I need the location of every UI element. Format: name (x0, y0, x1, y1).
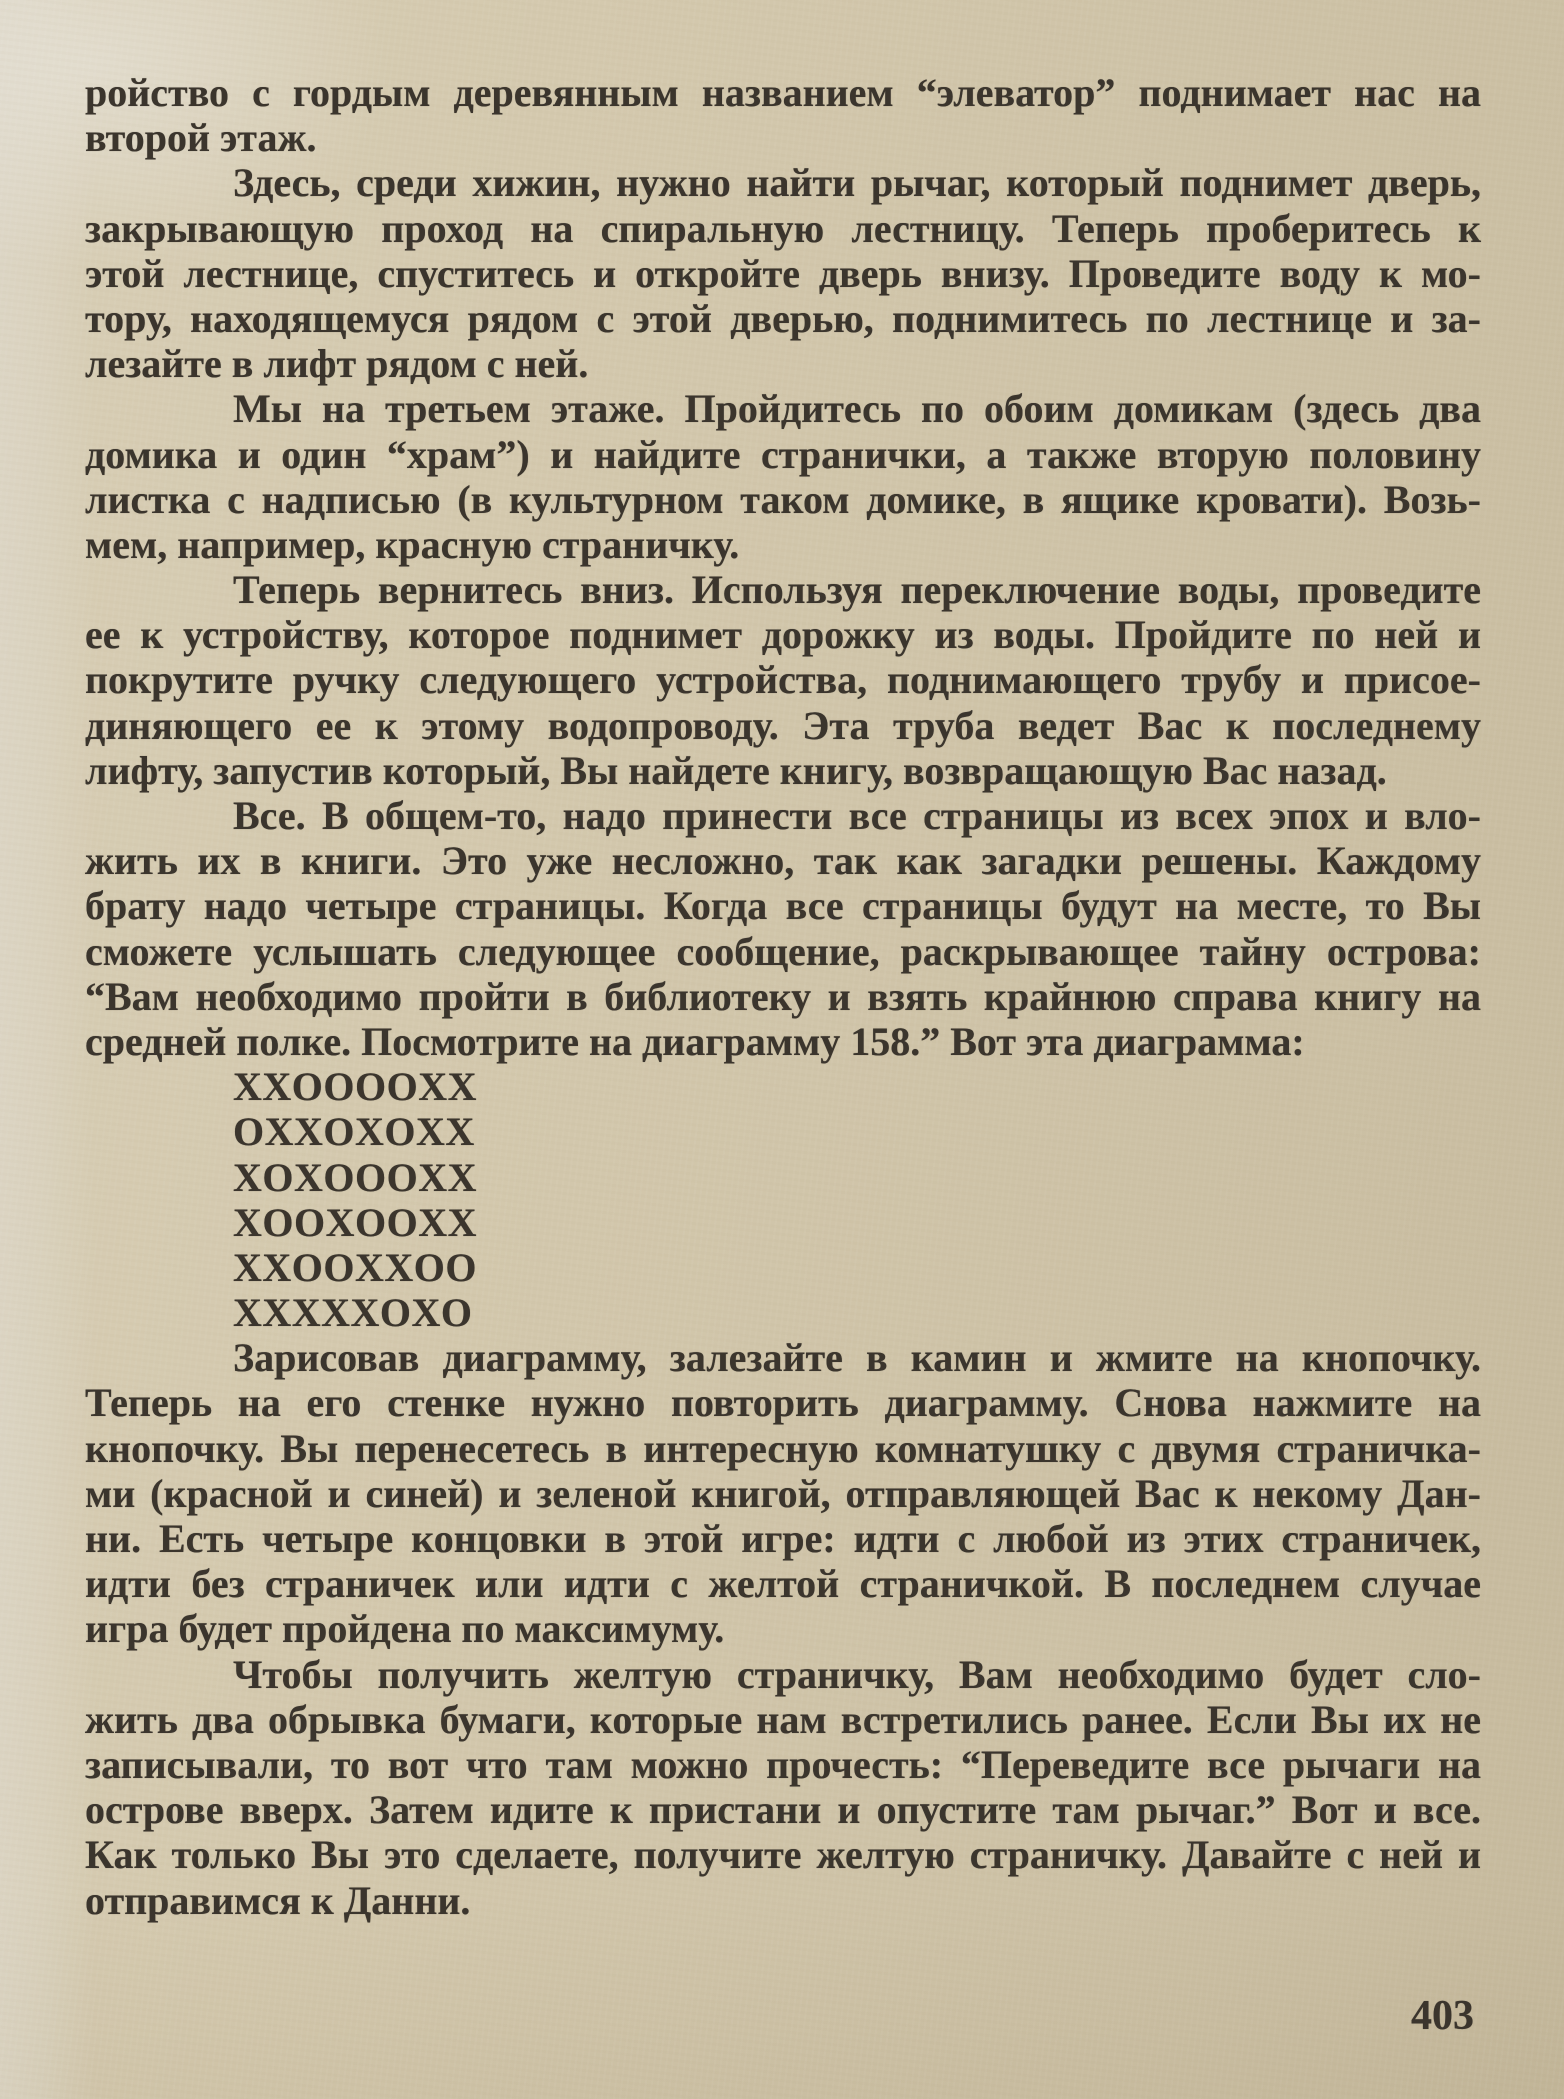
text-line: ройство с гордым деревянным названием “элеватор” поднимает нас на (85, 70, 1481, 115)
diagram-block (85, 1064, 1481, 1335)
text-line: тору, находящемуся рядом с этой дверью, поднимитесь по лестнице и за- (85, 295, 1481, 341)
text-line: Как только Вы это сделаете, получите желтую страничку. Давайте с ней и (85, 1832, 1481, 1878)
diagram-row: XXXXXOXO (233, 1290, 473, 1336)
text-line: Все. В общем-то, надо принести все страницы из всех эпох и вло- (233, 793, 1481, 838)
text-line: Зарисовав диаграмму, залезайте в камин и жмите на кнопочку. (233, 1335, 1481, 1381)
text-line: записывали, то вот что там можно прочесть: “Переведите все рычаги на (85, 1741, 1481, 1787)
page-number: 403 (1411, 1993, 1474, 2039)
text-line: идти без страничек или идти с желтой страничкой. В последнем случае (85, 1561, 1481, 1607)
text-line: Чтобы получить желтую страничку, Вам необходимо будет сло- (233, 1651, 1481, 1697)
text-line: средней полке. Посмотрите на диаграмму 158.” Вот эта диаграмма: (85, 1018, 1305, 1064)
text-block (85, 70, 1481, 1923)
text-line: острове вверх. Затем идите к пристани и опустите там рычаг.” Вот и все. (85, 1787, 1481, 1833)
paragraph (85, 1652, 1481, 1923)
paragraph (85, 1335, 1481, 1651)
paragraph (85, 386, 1481, 567)
text-line: кнопочку. Вы перенесетесь в интересную комнатушку с двумя страничка- (85, 1425, 1481, 1471)
text-line: листка с надписью (в культурном таком домике, в ящике кровати). Возь- (85, 476, 1481, 522)
text-line: “Вам необходимо пройти в библиотеку и взять крайнюю справа книгу на (85, 973, 1481, 1019)
text-line: Теперь на его стенке нужно повторить диаграмму. Снова нажмите на (85, 1380, 1481, 1426)
diagram-row: XOOXOOXX (233, 1199, 477, 1245)
text-line: игра будет пройдена по максимуму. (85, 1606, 725, 1652)
text-line: мем, например, красную страничку. (85, 521, 740, 567)
text-line: второй этаж. (85, 115, 317, 161)
text-line: Мы на третьем этаже. Пройдитесь по обоим домикам (здесь два (233, 386, 1481, 432)
text-line: диняющего ее к этому водопроводу. Эта труба ведет Вас к последнему (85, 702, 1481, 748)
text-line: ее к устройству, которое поднимет дорожку из воды. Пройдите по ней и (85, 612, 1481, 658)
diagram-row: XOXOOOXX (233, 1154, 477, 1200)
diagram-row: XXOOXXOO (233, 1244, 477, 1290)
text-line: отправимся к Данни. (85, 1877, 471, 1923)
text-line: сможете услышать следующее сообщение, раскрывающее тайну острова: (85, 928, 1481, 974)
text-line: жить их в книги. Это уже несложно, так как загадки решены. Каждому (85, 838, 1481, 884)
diagram-row: XXOOOOXX (233, 1064, 477, 1110)
text-line: лезайте в лифт рядом с ней. (85, 341, 589, 387)
text-line: этой лестнице, спуститесь и откройте дверь внизу. Проведите воду к мо- (85, 250, 1481, 296)
paragraph (85, 160, 1481, 386)
diagram-row: OXXOXOXX (233, 1109, 475, 1155)
text-line: брату надо четыре страницы. Когда все страницы будут на месте, то Вы (85, 883, 1481, 929)
text-line: жить два обрывка бумаги, которые нам встретились ранее. Если Вы их не (85, 1696, 1481, 1742)
paragraph (85, 70, 1481, 160)
paragraph (85, 567, 1481, 793)
text-line: покрутите ручку следующего устройства, поднимающего трубу и присое- (85, 657, 1481, 703)
text-line: закрывающую проход на спиральную лестницу. Теперь проберитесь к (85, 205, 1481, 251)
text-line: ми (красной и синей) и зеленой книгой, отправляющей Вас к некому Дан- (85, 1470, 1481, 1516)
text-line: Теперь вернитесь вниз. Используя переключение воды, проведите (233, 567, 1481, 613)
paragraph (85, 793, 1481, 1064)
text-line: лифту, запустив который, Вы найдете книгу, возвращающую Вас назад. (85, 747, 1387, 793)
text-line: Здесь, среди хижин, нужно найти рычаг, который поднимет дверь, (233, 160, 1481, 206)
text-line: домика и один “храм”) и найдите странички, а также вторую половину (85, 431, 1481, 477)
text-line: ни. Есть четыре концовки в этой игре: идти с любой из этих страничек, (85, 1516, 1481, 1561)
